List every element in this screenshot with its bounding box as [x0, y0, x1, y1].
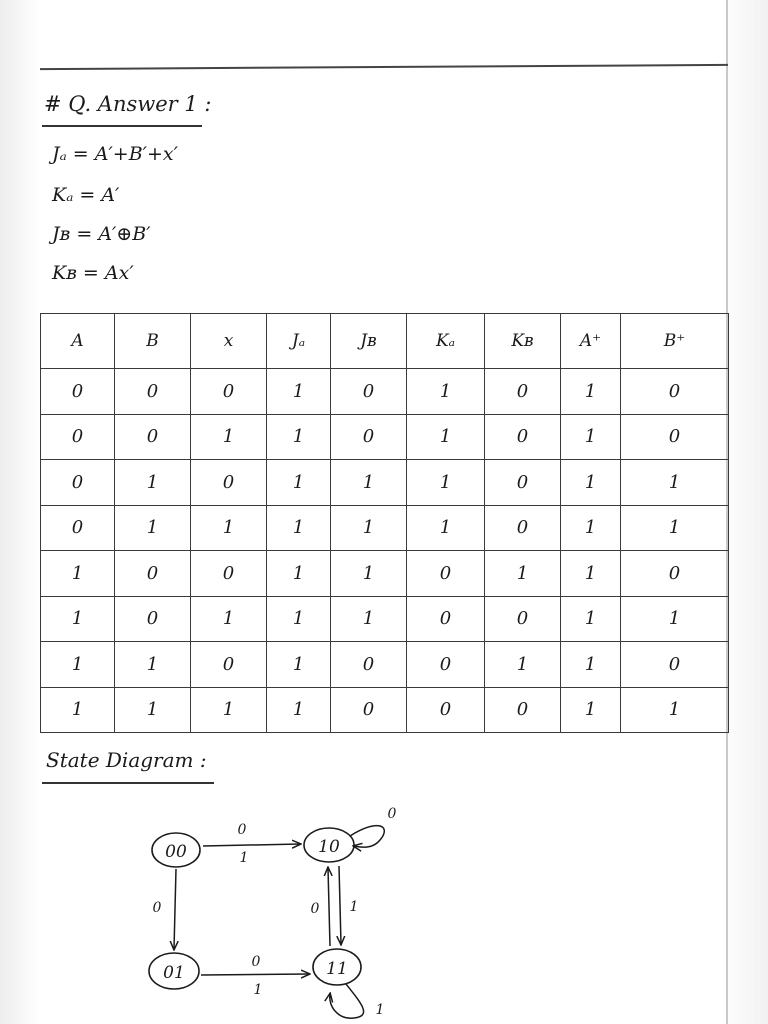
- table-cell: 0: [191, 642, 267, 688]
- table-cell: 0: [621, 414, 729, 460]
- equation-jb: Jʙ = A′⊕B′: [52, 223, 151, 245]
- transition-label: 0: [152, 900, 162, 916]
- table-cell: 1: [621, 460, 729, 506]
- table-cell: 0: [41, 505, 115, 551]
- header-ka: Kₐ: [407, 314, 485, 369]
- table-cell: 0: [191, 369, 267, 415]
- transition-label: 1: [375, 1002, 385, 1018]
- transition-11-self: [330, 984, 385, 1018]
- table-cell: 1: [331, 551, 407, 597]
- table-cell: 1: [191, 687, 267, 733]
- header-ja: Jₐ: [267, 314, 331, 369]
- table-cell: 1: [267, 414, 331, 460]
- transition-label: 0: [251, 954, 261, 970]
- table-cell: 1: [561, 369, 621, 415]
- table-cell: 1: [561, 551, 621, 597]
- table-cell: 1: [561, 642, 621, 688]
- table-cell: 0: [191, 460, 267, 506]
- table-cell: 0: [621, 369, 729, 415]
- state-00-label: 00: [165, 842, 187, 862]
- table-cell: 0: [407, 642, 485, 688]
- table-cell: 1: [561, 596, 621, 642]
- header-a-next: A⁺: [561, 314, 621, 369]
- header-a: A: [41, 314, 115, 369]
- table-cell: 1: [561, 505, 621, 551]
- table-cell: 0: [115, 596, 191, 642]
- table-cell: 0: [115, 551, 191, 597]
- table-cell: 1: [331, 596, 407, 642]
- table-cell: 0: [331, 687, 407, 733]
- table-cell: 1: [115, 505, 191, 551]
- header-x: x: [191, 314, 267, 369]
- table-cell: 1: [41, 596, 115, 642]
- table-cell: 1: [331, 505, 407, 551]
- table-cell: 0: [115, 414, 191, 460]
- equation-ka: Kₐ = A′: [52, 184, 120, 206]
- table-cell: 1: [41, 551, 115, 597]
- equation-kb: Kʙ = Ax′: [52, 262, 134, 284]
- table-cell: 1: [115, 642, 191, 688]
- table-cell: 0: [191, 551, 267, 597]
- table-cell: 0: [485, 596, 561, 642]
- state-diagram-title: State Diagram :: [46, 748, 207, 772]
- table-cell: 0: [407, 687, 485, 733]
- state-11: [313, 949, 361, 985]
- table-cell: 0: [485, 505, 561, 551]
- table-cell: 0: [407, 551, 485, 597]
- table-cell: 0: [331, 642, 407, 688]
- transition-label: 0: [237, 822, 247, 838]
- table-cell: 0: [485, 369, 561, 415]
- table-cell: 1: [621, 687, 729, 733]
- state-00: [152, 833, 200, 867]
- table-cell: 1: [561, 687, 621, 733]
- transition-label: 0: [310, 901, 320, 917]
- table-cell: 0: [41, 460, 115, 506]
- table-cell: 0: [115, 369, 191, 415]
- table-cell: 1: [267, 596, 331, 642]
- table-cell: 0: [621, 642, 729, 688]
- header-b: B: [115, 314, 191, 369]
- transition-01-to-11: [201, 954, 309, 998]
- table-cell: 0: [621, 551, 729, 597]
- table-cell: 1: [407, 369, 485, 415]
- table-cell: 1: [407, 414, 485, 460]
- state-01: [149, 953, 199, 989]
- state-10: [304, 828, 354, 862]
- header-kb: Kʙ: [485, 314, 561, 369]
- transition-11-to-10: [311, 868, 330, 946]
- table-cell: 0: [331, 414, 407, 460]
- table-cell: 1: [267, 642, 331, 688]
- table-cell: 1: [41, 642, 115, 688]
- table-cell: 1: [407, 505, 485, 551]
- table-cell: 1: [115, 460, 191, 506]
- table-cell: 1: [267, 687, 331, 733]
- table-cell: 1: [115, 687, 191, 733]
- table-cell: 1: [331, 460, 407, 506]
- table-cell: 1: [267, 551, 331, 597]
- transition-label: 1: [239, 850, 249, 866]
- table-cell: 1: [621, 505, 729, 551]
- header-jb: Jʙ: [331, 314, 407, 369]
- table-cell: 0: [485, 414, 561, 460]
- table-cell: 0: [41, 414, 115, 460]
- table-cell: 1: [485, 642, 561, 688]
- table-cell: 1: [267, 505, 331, 551]
- state-01-label: 01: [163, 963, 185, 983]
- header-b-next: B⁺: [621, 314, 729, 369]
- transition-label: 1: [253, 982, 263, 998]
- table-cell: 0: [485, 460, 561, 506]
- table-cell: 1: [621, 596, 729, 642]
- table-cell: 0: [331, 369, 407, 415]
- equation-ja: Jₐ = A′+B′+x′: [52, 143, 178, 165]
- table-cell: 1: [191, 596, 267, 642]
- table-cell: 1: [191, 414, 267, 460]
- table-cell: 0: [41, 369, 115, 415]
- table-cell: 1: [485, 551, 561, 597]
- question-title: # Q. Answer 1 :: [44, 92, 212, 116]
- transition-00-to-01: [153, 869, 176, 949]
- table-cell: 1: [561, 414, 621, 460]
- table-cell: 1: [561, 460, 621, 506]
- table-cell: 1: [407, 460, 485, 506]
- table-cell: 1: [191, 505, 267, 551]
- transition-00-to-10: [203, 822, 300, 866]
- transition-10-self: [350, 806, 397, 847]
- table-cell: 0: [485, 687, 561, 733]
- table-cell: 0: [407, 596, 485, 642]
- table-cell: 1: [267, 369, 331, 415]
- transition-10-to-11: [339, 866, 358, 944]
- state-11-label: 11: [326, 959, 348, 979]
- transition-label: 1: [349, 899, 359, 915]
- table-cell: 1: [41, 687, 115, 733]
- table-cell: 1: [267, 460, 331, 506]
- state-10-label: 10: [318, 837, 340, 857]
- transition-label: 0: [387, 806, 397, 822]
